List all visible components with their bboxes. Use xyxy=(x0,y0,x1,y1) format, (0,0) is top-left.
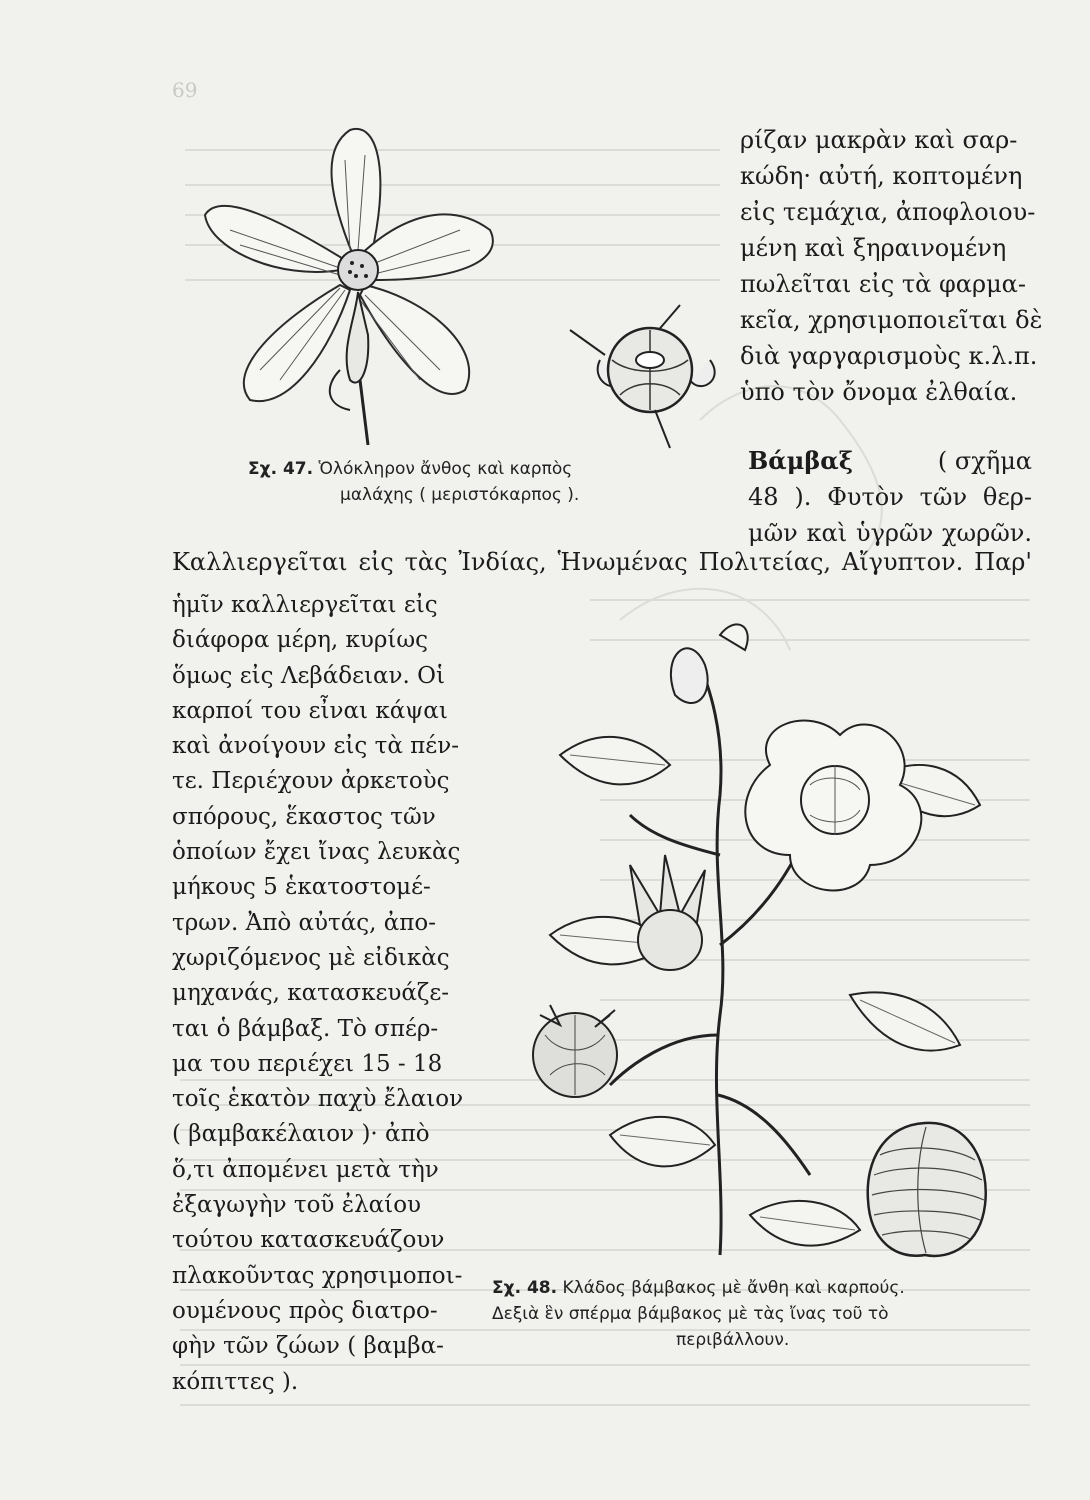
text-line: ( βαμβακέλαιον )· ἀπὸ xyxy=(172,1121,430,1148)
text-line: καρποί του εἶναι κάψαι xyxy=(172,697,448,724)
text-line: μῶν καὶ ὑγρῶν χωρῶν. xyxy=(748,519,1032,547)
text-line: κόπιττες ). xyxy=(172,1368,299,1395)
figure-47-caption xyxy=(248,456,688,508)
mallow-flower-illustration xyxy=(190,120,510,450)
text-line: διὰ γαργαρισμοὺς κ.λ.π. xyxy=(740,342,1038,370)
figure-47-caption-line-2: μαλάχης ( μεριστόκαρπος ). xyxy=(340,485,580,505)
text-line: εἰς τεμάχια, ἀποφλοιου- xyxy=(740,198,1036,226)
text-line: Βάμβαξ ( σχῆμα xyxy=(748,449,1032,485)
text-line: χωριζόμενος μὲ εἰδικὰς xyxy=(172,944,450,971)
text-line: 48 ). Φυτὸν τῶν θερ- xyxy=(748,483,1032,511)
text-line: μηχανάς, κατασκευάζε- xyxy=(172,980,450,1007)
left-column-paragraph xyxy=(172,594,462,1406)
text-line: ἐξαγωγὴν τοῦ ἐλαίου xyxy=(172,1192,422,1219)
text-line: ὅμως εἰς Λεβάδειαν. Οἱ xyxy=(172,662,446,689)
figure-47-label: Σχ. 47. xyxy=(248,459,314,479)
text-line: μήκους 5 ἑκατοστομέ- xyxy=(172,874,431,901)
text-line: τε. Περιέχουν ἀρκετοὺς xyxy=(172,768,450,795)
text-line: μα του περιέχει 15 - 18 xyxy=(172,1050,443,1077)
text-line: τοῖς ἑκατὸν παχὺ ἔλαιον xyxy=(172,1086,464,1113)
cultivation-line: Καλλιεργεῖται εἰς τὰς Ἰνδίας, Ἡνωμένας Πολιτείας, Αἴγυπτον. Παρ' xyxy=(172,548,1032,576)
figure-48-caption xyxy=(492,1275,1012,1353)
text-line: μένη καὶ ξηραινομένη xyxy=(740,234,1007,262)
cotton-seed-illustration xyxy=(860,1115,995,1265)
text-line: ουμένους πρὸς διατρο- xyxy=(172,1297,438,1324)
text-line: πλακοῦντας χρησιμοποι- xyxy=(172,1262,463,1289)
text-line: ἡμῖν καλλιεργεῖται εἰς xyxy=(172,592,438,618)
figure-48-caption-line-1: Κλάδος βάμβακος μὲ ἄνθη καὶ καρπούς. xyxy=(562,1278,905,1298)
figure-48-caption-line-3: περιβάλλουν. xyxy=(676,1330,790,1350)
text-line: ὑπὸ τὸν ὄνομα ἐλθαία. xyxy=(740,378,1018,406)
page-number: 69 xyxy=(172,78,198,102)
text-line: διάφορα μέρη, κυρίως xyxy=(172,627,429,654)
figure-48-caption-line-2: Δεξιὰ ἓν σπέρμα βάμβακος μὲ τὰς ἴνας τοῦ τὸ xyxy=(492,1304,889,1324)
text-line: ρίζαν μακρὰν καὶ σαρ- xyxy=(740,126,1018,154)
text-line: τούτου κατασκευάζουν xyxy=(172,1227,445,1254)
text-line: φὴν τῶν ζώων ( βαμβα- xyxy=(172,1333,444,1360)
figure-48-label: Σχ. 48. xyxy=(492,1278,558,1298)
text-line: ὁποίων ἔχει ἴνας λευκὰς xyxy=(172,839,461,866)
text-line: κεῖα, χρησιμοποιεῖται δὲ xyxy=(740,306,1043,334)
text-line: ται ὁ βάμβαξ. Τὸ σπέρ- xyxy=(172,1015,439,1042)
vamvax-heading: Βάμβαξ xyxy=(748,446,853,475)
vamvax-paragraph xyxy=(748,446,1032,557)
right-top-paragraph xyxy=(740,126,1043,416)
text-line: καὶ ἀνοίγουν εἰς τὰ πέν- xyxy=(172,733,459,760)
text-line: κώδη· αὐτή, κοπτομένη xyxy=(740,162,1023,190)
text-line: τρων. Ἀπὸ αὐτάς, ἀπο- xyxy=(172,909,437,936)
text-line: ὅ,τι ἀπομένει μετὰ τὴν xyxy=(172,1156,439,1183)
mallow-fruit-illustration xyxy=(560,300,740,450)
text-line: πωλεῖται εἰς τὰ φαρμα- xyxy=(740,270,1026,298)
figure-47-caption-line-1: Ὁλόκληρον ἄνθος καὶ καρπὸς xyxy=(318,459,573,479)
text-line: σπόρους, ἕκαστος τῶν xyxy=(172,803,436,830)
